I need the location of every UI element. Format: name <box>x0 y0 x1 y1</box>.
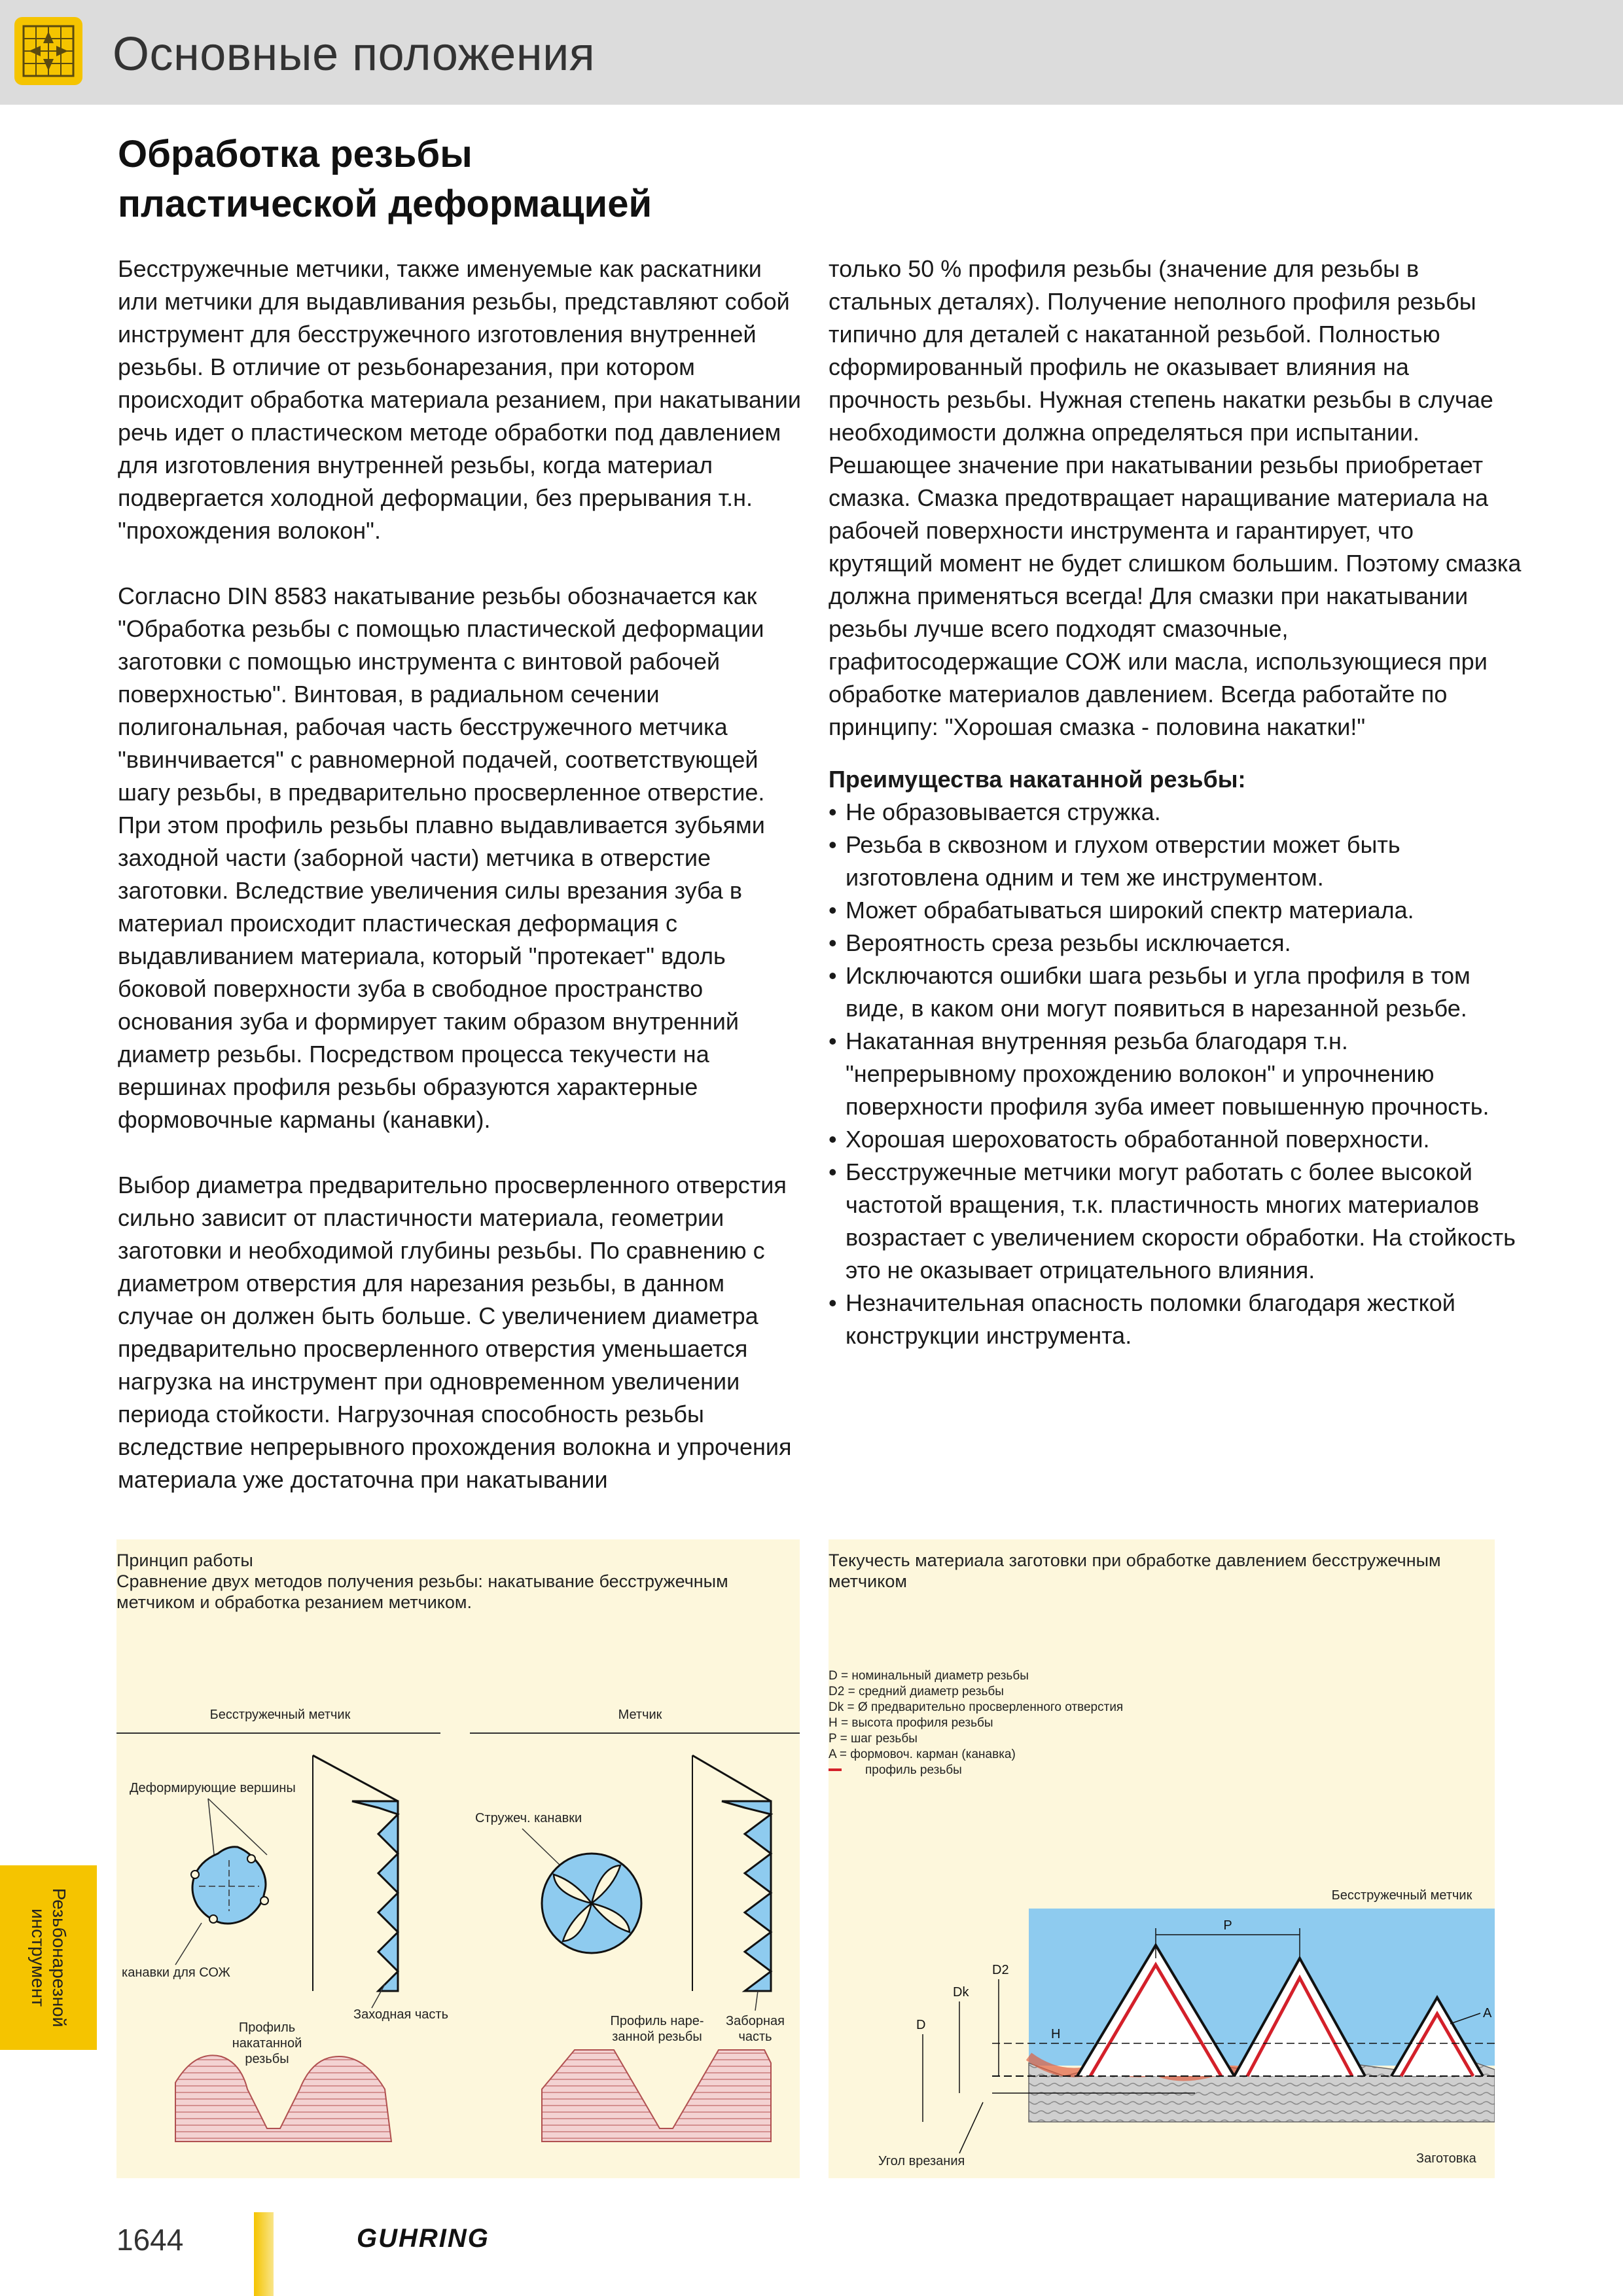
cutting-tap-cross-section-icon <box>542 1854 641 1953</box>
label-rolled-profile-3: резьбы <box>245 2052 289 2066</box>
label-forming-tap: Бесстружечный метчик <box>209 1708 351 1722</box>
section-title: Основные положения <box>113 28 596 81</box>
legend-item-d: D = номинальный диаметр резьбы <box>829 1669 1029 1683</box>
label-p: P <box>1223 1918 1232 1933</box>
page-title-line-2: пластической деформацией <box>118 183 652 225</box>
list-item: • Не образовывается стружка. <box>829 798 1161 825</box>
label-rolled-profile-2: накатанной <box>232 2036 302 2051</box>
forming-tap-side-view-icon <box>313 1755 398 1991</box>
material-flow-diagram <box>829 1539 1495 2178</box>
cutting-tap-side-view-icon <box>692 1755 771 1991</box>
list-item: • Незначительная опасность поломки благодаря жесткой конструкции инструмента. <box>829 1289 1455 1349</box>
yellow-grid-logo-icon <box>14 17 82 85</box>
page-title-line-1: Обработка резьбы <box>118 133 473 175</box>
figure-caption: Текучесть материала заготовки при обработке давлением бесстружечным метчиком <box>829 1551 1441 1591</box>
list-item: • Накатанная внутренняя резьба благодаря т.н. "непрерывному прохождению волокон" и упрочнению поверхности профиля зуба имеет повышенную прочность. <box>829 1028 1489 1120</box>
label-tool: Бесстружечный метчик <box>1331 1888 1472 1903</box>
label-rolled-profile-1: Профиль <box>238 2020 296 2035</box>
legend-item-dk: Dk = Ø предварительно просверленного отверстия <box>829 1700 1124 1714</box>
label-h: H <box>1051 2027 1061 2041</box>
label-chamfer-2: часть <box>738 2030 772 2044</box>
legend-item-p: P = шаг резьбы <box>829 1732 918 1746</box>
paragraph-din-8583: Согласно DIN 8583 накатывание резьбы обозначается как "Обработка резьбы с помощью пластической деформации заготовки с помощью инструмента с винтовой рабочей поверхностью". Винтовая, в радиальном сечении полигональная, рабочая часть бесстружечного метчика "ввинчивается" с равномерной подачей, соответствующей шагу резьбы, в предварительно просверленное отверстие. При этом профиль резьбы плавно выдавливается зубьями заходной части (заборной части) метчика в отверстие заготовки. Вследствие увеличения силы врезания зуба в материал происходит пластическая деформация с выдавливанием материала, который "протекает" вдоль боковой поверхности зуба в свободное пространство основания зуба и формирует таким образом внутренний диаметр резьбы. Посредством процесса текучести на вершинах профиля резьбы образуются характерные формовочные карманы (канавки). <box>118 583 765 1133</box>
figure-caption-title: Принцип работы <box>116 1551 253 1570</box>
label-cut-profile-2: занной резьбы <box>612 2030 702 2044</box>
label-a: A <box>1483 2006 1492 2020</box>
footer-accent-bar <box>254 2212 274 2296</box>
paragraph-profile: только 50 % профиля резьбы (значение для резьбы в стальных деталях). Получение неполного профиля резьбы типично для деталей с накатанной резьбой. Полностью сформированный профиль не оказывает влияния на прочность резьбы. Нужная степень накатки резьбы в случае необходимости должна определяться при испытании. <box>829 255 1493 446</box>
rolled-thread-profile-icon <box>175 2055 391 2142</box>
working-principle-diagram <box>116 1539 800 2178</box>
label-workpiece: Заготовка <box>1416 2151 1476 2166</box>
label-d: D <box>916 2018 926 2032</box>
label-cut-profile-1: Профиль наре- <box>610 2014 704 2028</box>
label-d2: D2 <box>992 1963 1009 1977</box>
label-entry-angle: Угол врезания <box>878 2154 965 2168</box>
list-item: • Хорошая шероховатость обработанной поверхности. <box>829 1126 1430 1153</box>
figure-working-principle <box>116 1539 800 2178</box>
right-text-column <box>829 253 1522 1352</box>
list-item: • Вероятность среза резьбы исключается. <box>829 929 1291 956</box>
cut-thread-profile-icon <box>542 2050 771 2142</box>
list-item: • Бесстружечные метчики могут работать с более высокой частотой вращения, т.к. пластичность многих материалов возрастает с увеличением скорости обработки. На стойкость это не оказывает отрицательного влияния. <box>829 1158 1516 1283</box>
label-dk: Dk <box>953 1985 969 2000</box>
forming-tap-cross-section-icon <box>191 1847 268 1924</box>
figure-material-flow <box>829 1539 1495 2178</box>
label-lead-part: Заходная часть <box>353 2007 449 2022</box>
list-item: • Может обрабатываться широкий спектр материала. <box>829 897 1414 924</box>
brand-logo: GUHRING <box>357 2224 490 2253</box>
list-item: • Резьба в сквозном и глухом отверстии может быть изготовлена одним и тем же инструментом. <box>829 831 1400 891</box>
list-item: • Исключаются ошибки шага резьбы и угла профиля в том виде, в каком они могут появиться в нарезанной резьбе. <box>829 962 1471 1022</box>
paragraph-hole-diameter: Выбор диаметра предварительно просверленного отверстия сильно зависит от пластичности материала, геометрии заготовки и необходимой глубины резьбы. По сравнению с диаметром отверстия для нарезания резьбы, в данном случае он должен быть больше. С увеличением диаметра предварительно просверленного отверстия уменьшается нагрузка на инструмент при одновременном увеличении периода стойкости. Нагрузочная способность резьбы вследствие непрерывного прохождения волокна и упрочения материала уже достаточна при накатывании <box>118 1172 792 1493</box>
legend-item-a: A = формовоч. карман (канавка) <box>829 1748 1016 1761</box>
advantages-list <box>829 796 1522 1352</box>
paragraph-lubrication: Решающее значение при накатывании резьбы приобретает смазка. Смазка предотвращает наращивание материала на рабочей поверхности инструмента и гарантирует, что крутящий момент не будет слишком большим. Поэтому смазка должна применяться всегда! Для смазки при накатывании резьбы лучше всего подходят смазочные, графитосодержащие СОЖ или масла, использующиеся при обработке материалов давлением. Всегда работайте по принципу: "Хорошая смазка - половина накатки!" <box>829 452 1522 740</box>
page-number: 1644 <box>116 2223 184 2257</box>
label-cutting-tap: Метчик <box>618 1708 662 1722</box>
legend-item-d2: D2 = средний диаметр резьбы <box>829 1685 1004 1698</box>
side-tab-label: Резьбонарезной инструмент <box>28 1888 69 2028</box>
label-chip-grooves: Стружеч. канавки <box>475 1811 582 1825</box>
legend-item-profile: профиль резьбы <box>865 1763 962 1777</box>
label-coolant-grooves: канавки для СОЖ <box>122 1965 230 1980</box>
label-chamfer-1: Заборная <box>726 2014 785 2028</box>
section-side-tab[interactable] <box>0 1865 97 2050</box>
legend-item-h: H = высота профиля резьбы <box>829 1716 993 1730</box>
label-deforming-tips: Деформирующие вершины <box>130 1781 296 1795</box>
figure-caption-text: Сравнение двух методов получения резьбы: накатывание бесстружечным метчиком и обработка резанием метчиком. <box>116 1571 728 1612</box>
advantages-heading: Преимущества накатанной резьбы: <box>829 766 1246 793</box>
paragraph-intro: Бесстружечные метчики, также именуемые как раскатники или метчики для выдавливания резьбы, представляют собой инструмент для бесстружечного изготовления внутренней резьбы. В отличие от резьбонарезания, при котором происходит обработка материала резанием, при накатывании речь идет о пластическом методе обработки под давлением для изготовления внутренней резьбы, когда материал подвергается холодной деформации, без прерывания т.н. "прохождения волокон". <box>118 255 801 544</box>
left-text-column <box>118 253 805 1496</box>
legend <box>829 1669 1123 1777</box>
page-title <box>118 130 652 229</box>
